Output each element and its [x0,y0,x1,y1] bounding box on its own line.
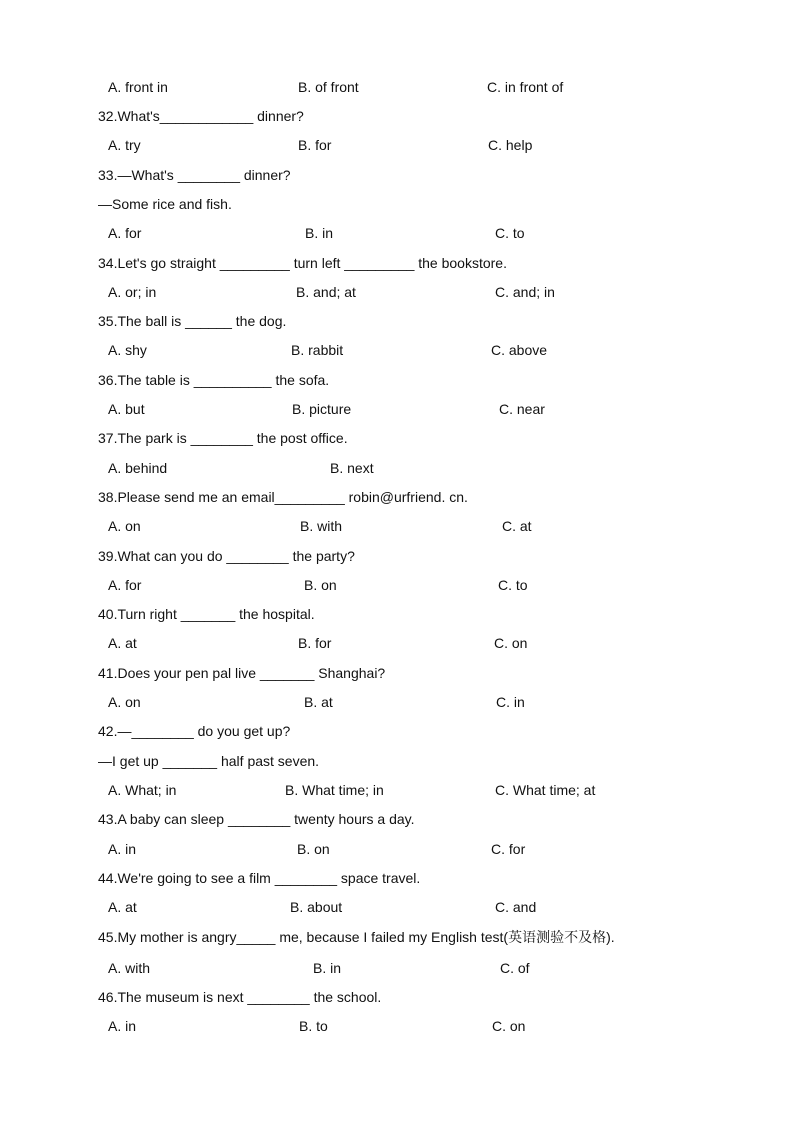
option-b: B. about [290,899,343,915]
option-c: C. near [499,401,545,417]
question-text: 46.The museum is next ________ the school. [98,989,382,1005]
option-a: A. with [108,960,151,976]
question-text: 44.We're going to see a film ________ space travel. [98,870,421,886]
option-c: C. of [500,960,530,976]
option-c: C. on [494,635,528,651]
option-b: B. What time; in [285,782,384,798]
question-text: 32.What's____________ dinner? [98,108,304,124]
question-text: 33.—What's ________ dinner? [98,167,291,183]
option-b: B. picture [292,401,352,417]
option-c: C. What time; at [495,782,596,798]
option-b: B. rabbit [291,342,344,358]
option-b: B. on [297,841,330,857]
option-c: C. to [498,577,528,593]
question-text: 38.Please send me an email_________ robin@urfriend. cn. [98,489,468,505]
option-c: C. in [496,694,525,710]
option-a: A. but [108,401,145,417]
answer-line: —I get up _______ half past seven. [98,753,320,769]
question-text: 43.A baby can sleep ________ twenty hours a day. [98,811,415,827]
option-c: C. at [502,518,532,534]
question-text: 35.The ball is ______ the dog. [98,313,287,329]
option-b: B. of front [298,79,359,95]
option-b: B. for [298,137,332,153]
option-b: B. on [304,577,337,593]
option-b: B. for [298,635,332,651]
option-a: A. on [108,694,141,710]
option-a: A. at [108,635,137,651]
option-a: A. at [108,899,137,915]
option-b: B. next [330,460,374,476]
option-a: A. shy [108,342,147,358]
question-text: 36.The table is __________ the sofa. [98,372,330,388]
option-a: A. in [108,1018,137,1034]
option-a: A. try [108,137,141,153]
question-text: 37.The park is ________ the post office. [98,430,348,446]
option-b: B. to [299,1018,328,1034]
answer-line: —Some rice and fish. [98,196,232,212]
option-b: B. at [304,694,333,710]
option-c: C. in front of [487,79,564,95]
option-c: C. and; in [495,284,555,300]
question-text: 45.My mother is angry_____ me, because I failed my English test(英语测验不及格). [98,929,615,945]
option-c: C. and [495,899,537,915]
question-text: 34.Let's go straight _________ turn left _________ the bookstore. [98,255,507,271]
option-a: A. in [108,841,137,857]
option-a: A. behind [108,460,168,476]
option-c: C. to [495,225,525,241]
option-b: B. and; at [296,284,356,300]
option-b: B. in [313,960,342,976]
option-a: A. front in [108,79,168,95]
option-a: A. for [108,225,142,241]
option-a: A. on [108,518,141,534]
option-a: A. or; in [108,284,157,300]
option-c: C. for [491,841,526,857]
question-text: 41.Does your pen pal live _______ Shanghai? [98,665,386,681]
option-b: B. with [300,518,343,534]
question-text: 40.Turn right _______ the hospital. [98,606,315,622]
option-c: C. on [492,1018,526,1034]
option-c: C. above [491,342,548,358]
question-text: 42.—________ do you get up? [98,723,291,739]
option-a: A. What; in [108,782,177,798]
option-c: C. help [488,137,533,153]
option-a: A. for [108,577,142,593]
option-b: B. in [305,225,334,241]
question-text: 39.What can you do ________ the party? [98,548,355,564]
